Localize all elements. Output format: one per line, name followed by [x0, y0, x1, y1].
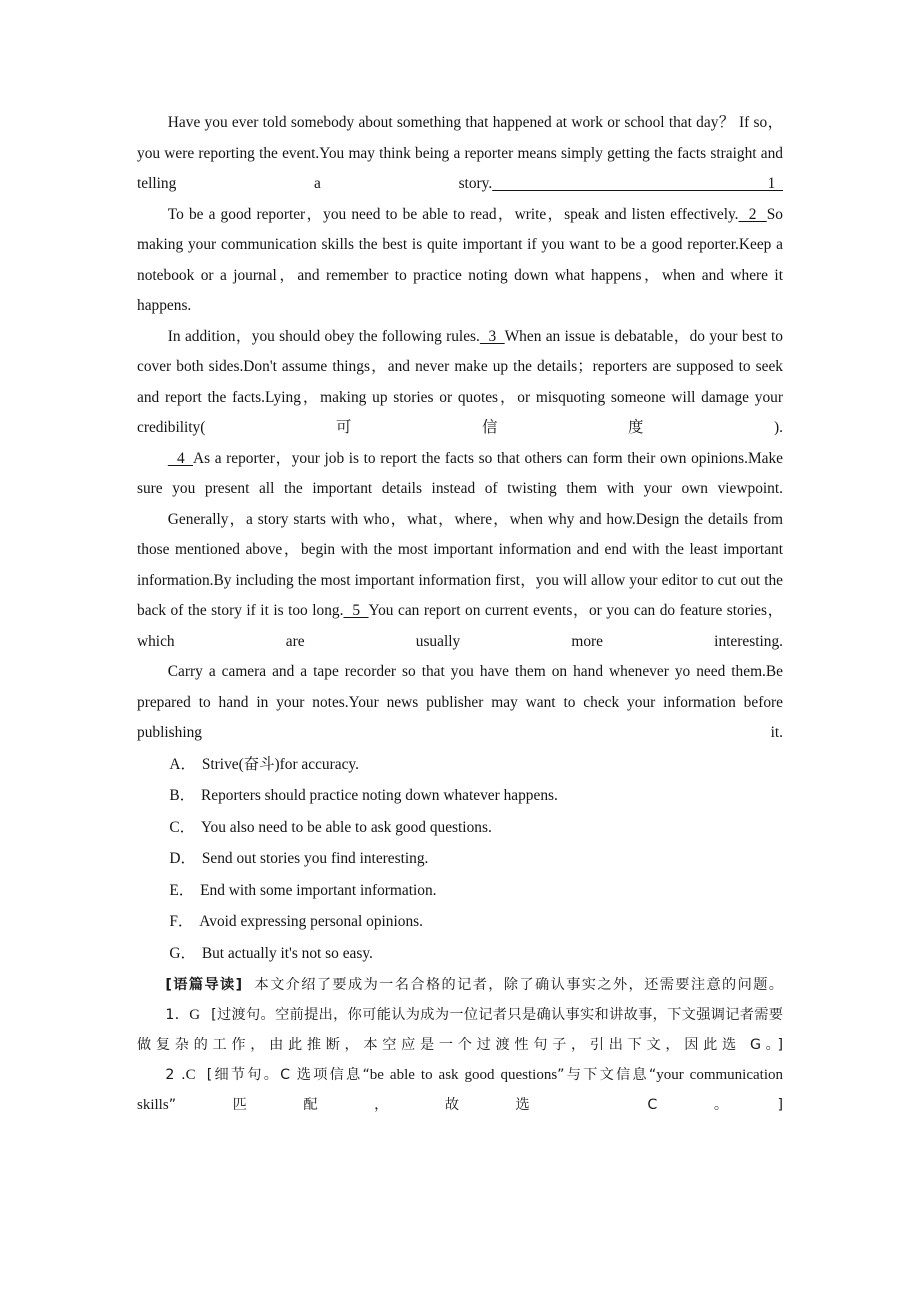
option-label-d: D．: [169, 850, 196, 868]
option-item-b[interactable]: [137, 780, 783, 812]
answer-options-list: [137, 749, 783, 970]
option-label-b: B．: [169, 787, 195, 805]
paragraph-text: To be a good reporter，you need to be able to read，write，speak and listen effectively.: [167, 205, 739, 223]
passage-guide-tag: [语篇导读]: [165, 976, 243, 993]
explanation-text-2-pre: [细节句。C 选项信息“: [206, 1067, 370, 1084]
paragraph-text-cont: So making your communication skills the best is quite important if you want to be a good reporter.Keep a notebook or a journal，and remember to practice noting down what happens，when and where it happens.: [137, 205, 783, 314]
paragraph-text: Have you ever told somebody about something that happened at work or school that day？ If so，you were reporting the event.You may think being a reporter means simply getting the facts straight and telling a story.: [137, 114, 783, 192]
option-text-e: End with some important information.: [200, 881, 437, 899]
explanation-text-1: [过渡句。空前提出，你可能认为成为一位记者只是确认事实和讲故事，下文强调记者需要做复杂的工作，由此推断，本空应是一个过渡性句子，引出下文，因此选 G。]: [137, 1006, 783, 1054]
blank-marker-4: 4: [167, 449, 194, 467]
option-label-g: G．: [169, 945, 196, 963]
explanation-number-2: 2 .: [165, 1067, 186, 1084]
option-label-e: E．: [169, 881, 195, 899]
option-item-d[interactable]: [137, 843, 783, 875]
paragraph-text-cont: When an issue is debatable，do your best to cover both sides.Don't assume things，and never make up the details；reporters are supposed to seek and report the facts.Lying，making up stories or quotes，or misquoting someone will damage your credibility(可信度).: [137, 327, 783, 436]
passage-paragraph-1: [137, 108, 783, 200]
passage-paragraph-6: [137, 657, 783, 749]
passage-paragraph-4: [137, 444, 783, 505]
option-item-c[interactable]: [137, 812, 783, 844]
option-item-a[interactable]: [137, 749, 783, 781]
blank-marker-1: 1: [492, 175, 783, 192]
paragraph-text: In addition，you should obey the following rules.: [167, 327, 480, 345]
passage-guide: [137, 970, 783, 1000]
passage-paragraph-3: [137, 322, 783, 444]
document-page: [137, 108, 783, 1121]
blank-marker-5: 5: [343, 602, 369, 619]
option-text-b: Reporters should practice noting down whatever happens.: [200, 787, 558, 805]
explanation-quote-1: be able to ask good questions: [369, 1067, 558, 1084]
paragraph-text: Generally，a story starts with who，what，where，when why and how.Design the details from those mentioned above，begin with the most important information and end with the least important information.By including the most important information first，you will allow your editor to cut out the back of the story if it is too long.: [137, 510, 783, 619]
paragraph-text-cont: You can report on current events，or you can do feature stories，which are usually more interesting.: [137, 602, 784, 650]
option-label-f: F．: [169, 913, 194, 931]
passage-paragraph-5: [137, 505, 783, 658]
passage-guide-text: 本文介绍了要成为一名合格的记者，除了确认事实之外，还需要注意的问题。: [253, 976, 783, 993]
option-item-g[interactable]: [137, 938, 783, 970]
explanation-number-1: 1．: [165, 1006, 190, 1023]
explanation-text-2-post: ”匹配，故选 C。]: [168, 1097, 783, 1114]
option-item-f[interactable]: [137, 906, 783, 938]
blank-marker-2: 2: [738, 205, 767, 223]
option-text-d: Send out stories you find interesting.: [201, 850, 429, 868]
option-item-e[interactable]: [137, 875, 783, 907]
passage-paragraph-2: [137, 200, 783, 322]
option-text-c: You also need to be able to ask good questions.: [200, 818, 492, 836]
explanation-section: [137, 970, 783, 1121]
explanation-item-2: [137, 1060, 783, 1120]
option-text-g: But actually it's not so easy.: [201, 945, 373, 963]
explanation-text-2-mid: ”与下文信息“: [557, 1067, 657, 1084]
option-text-f: Avoid expressing personal opinions.: [199, 913, 423, 931]
paragraph-text: As a reporter，your job is to report the facts so that others can form their own opinions.Make sure you present all the important details instead of twisting them with your own viewpoint.: [137, 449, 783, 497]
option-label-a: A．: [169, 755, 196, 773]
explanation-item-1: [137, 1000, 783, 1060]
explanation-answer-2: C: [185, 1067, 196, 1084]
blank-marker-3: 3: [479, 327, 505, 345]
explanation-answer-1: G: [189, 1006, 201, 1023]
option-label-c: C．: [169, 818, 195, 836]
option-text-a: Strive(奋斗)for accuracy.: [201, 755, 359, 773]
paragraph-text: Carry a camera and a tape recorder so that you have them on hand whenever yo need them.Be prepared to hand in your notes.Your news publisher may want to check your information before publishing it.: [137, 663, 783, 741]
reading-passage: [137, 108, 783, 749]
explanation-quote-2: your communication skills: [137, 1067, 783, 1114]
